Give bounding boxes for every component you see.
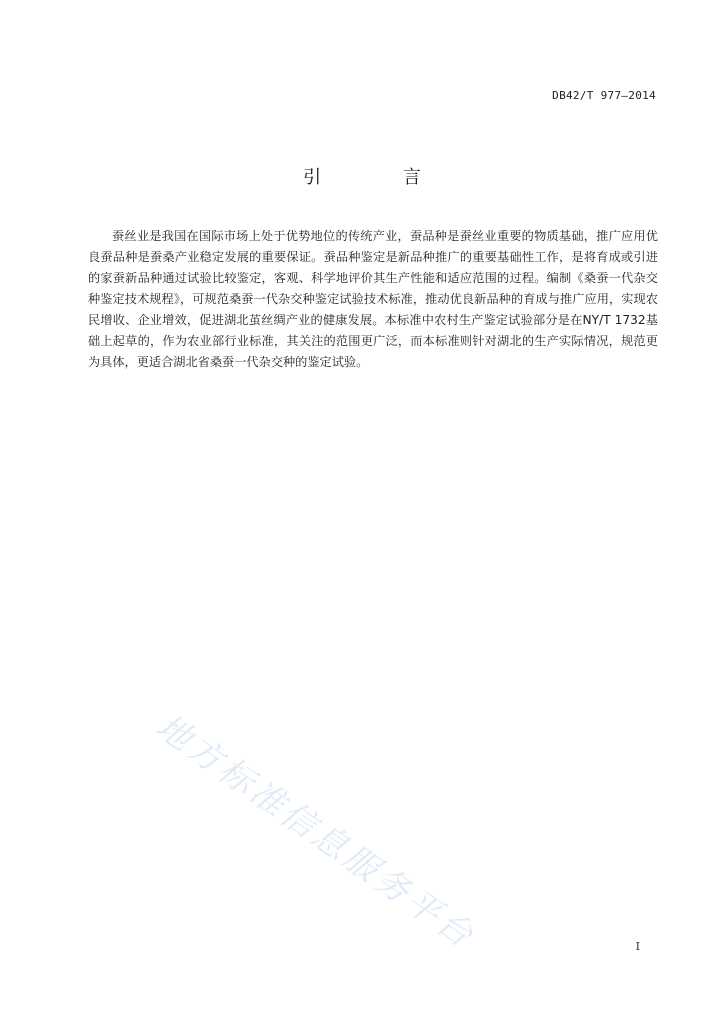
introduction-paragraph: 蚕丝业是我国在国际市场上处于优势地位的传统产业，蚕品种是蚕丝业重要的物质基础，推广应用优良蚕品种是蚕桑产业稳定发展的重要保证。蚕品种鉴定是新品种推广的重要基础性工作，是将育成或引进的家蚕新品种通过试验比较鉴定，客观、科学地评价其生产性能和适应范围的过程。编制《桑蚕一代杂交种鉴定技术规程》，可规范桑蚕一代杂交种鉴定试验技术标准，推动优良新品种的育成与推广应用，实现农民增收、企业增效，促进湖北茧丝绸产业的健康发展。本标准中农村生产鉴定试验部分是在NY/T 1732基础上起草的，作为农业部行业标准，其关注的范围更广泛，而本标准则针对湖北的生产实际情况，规范更为具体，更适合湖北省桑蚕一代杂交种的鉴定试验。 xyxy=(88,229,658,369)
standard-code: DB42/T 977—2014 xyxy=(552,89,656,102)
watermark: 地方标准信息服务平台 xyxy=(148,706,483,958)
page-number: I xyxy=(635,940,640,953)
section-title: 引 言 xyxy=(303,167,459,188)
